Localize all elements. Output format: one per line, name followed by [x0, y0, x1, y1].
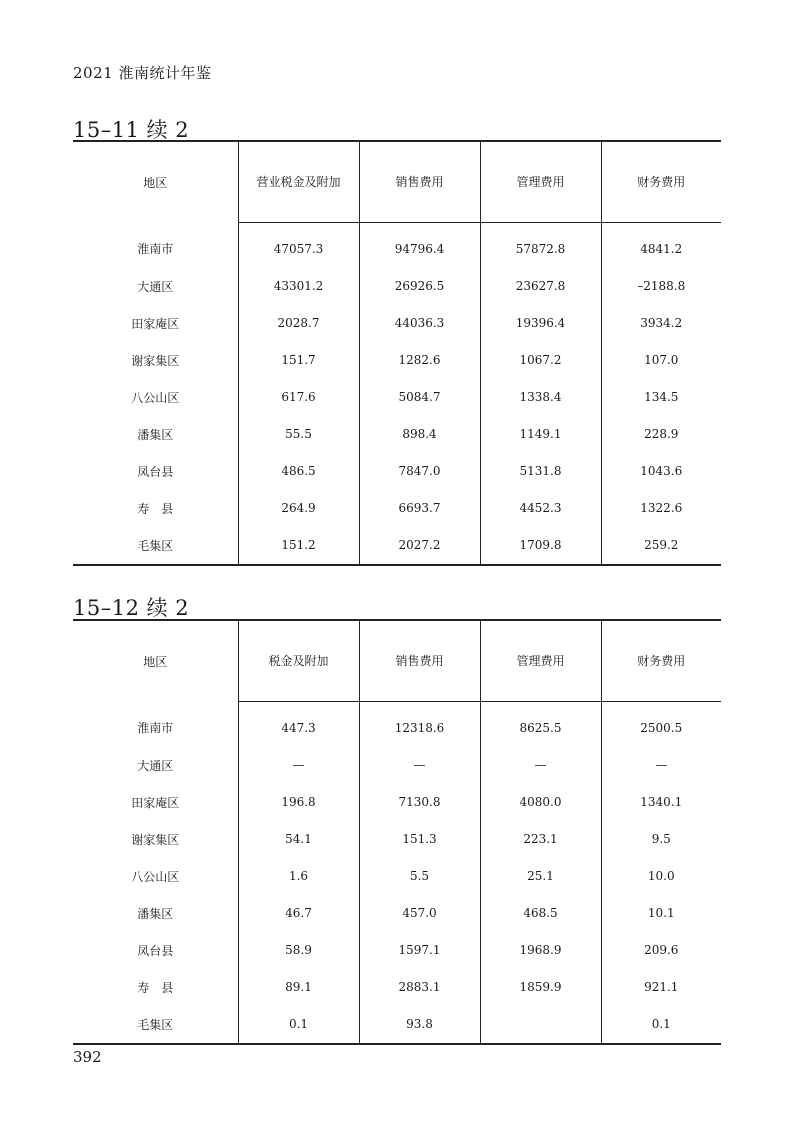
value-cell: —	[359, 747, 480, 784]
column-header-region: 地区	[73, 141, 238, 222]
value-cell: 3934.2	[601, 305, 721, 342]
region-cell: 潘集区	[137, 906, 174, 921]
value-cell: 1859.9	[480, 969, 601, 1006]
value-cell: 9.5	[601, 821, 721, 858]
value-cell: —	[601, 747, 721, 784]
region-cell: 毛集区	[73, 1006, 238, 1044]
value-cell: 1597.1	[359, 932, 480, 969]
value-cell: 151.3	[359, 821, 480, 858]
value-cell: 921.1	[601, 969, 721, 1006]
table-row	[73, 747, 721, 784]
table-body	[73, 701, 721, 1044]
region-cell: 潘集区	[137, 427, 174, 442]
value-cell: 447.3	[238, 701, 359, 747]
value-cell: 46.7	[238, 895, 359, 932]
value-cell: 0.1	[601, 1006, 721, 1044]
value-cell: 23627.8	[480, 268, 601, 305]
value-cell: 2027.2	[359, 527, 480, 565]
table-row	[73, 784, 721, 821]
table-row	[73, 932, 721, 969]
value-cell: —	[238, 747, 359, 784]
value-cell: 1043.6	[601, 453, 721, 490]
column-header-financial-expenses: 财务费用	[601, 141, 721, 222]
table-row	[73, 895, 721, 932]
column-header-business-tax: 营业税金及附加	[238, 141, 359, 222]
table-row	[73, 268, 721, 305]
value-cell: 55.5	[238, 416, 359, 453]
column-header-financial-expenses: 财务费用	[601, 620, 721, 701]
table-row	[73, 222, 721, 268]
value-cell: 1067.2	[480, 342, 601, 379]
value-cell: 89.1	[238, 969, 359, 1006]
table-row	[73, 527, 721, 565]
value-cell: 10.0	[601, 858, 721, 895]
table-15-12-title: 15–12 续 2	[73, 596, 190, 620]
table-15-12	[73, 619, 721, 1045]
column-header-sales-expenses: 销售费用	[359, 620, 480, 701]
value-cell: 107.0	[601, 342, 721, 379]
value-cell: 898.4	[359, 416, 480, 453]
value-cell: 43301.2	[238, 268, 359, 305]
region-cell: 大通区	[137, 758, 174, 773]
value-cell	[480, 1006, 601, 1044]
value-cell: 7130.8	[359, 784, 480, 821]
column-header-sales-expenses: 销售费用	[359, 141, 480, 222]
table-row	[73, 821, 721, 858]
value-cell: 5084.7	[359, 379, 480, 416]
table-15-11	[73, 140, 721, 566]
region-cell: 大通区	[137, 279, 174, 294]
table-body	[73, 222, 721, 565]
value-cell: 228.9	[601, 416, 721, 453]
value-cell: 54.1	[238, 821, 359, 858]
column-header-admin-expenses: 管理费用	[480, 620, 601, 701]
value-cell: 10.1	[601, 895, 721, 932]
region-cell: 寿 县	[137, 980, 174, 995]
region-cell: 凤台县	[137, 943, 174, 958]
value-cell: 7847.0	[359, 453, 480, 490]
value-cell: 2500.5	[601, 701, 721, 747]
table-header-row	[73, 620, 721, 701]
value-cell: –2188.8	[601, 268, 721, 305]
value-cell: 4080.0	[480, 784, 601, 821]
region-cell: 寿 县	[137, 501, 174, 516]
value-cell: —	[480, 747, 601, 784]
value-cell: 617.6	[238, 379, 359, 416]
value-cell: 2028.7	[238, 305, 359, 342]
value-cell: 1282.6	[359, 342, 480, 379]
table-row	[73, 342, 721, 379]
column-header-region: 地区	[73, 620, 238, 701]
value-cell: 134.5	[601, 379, 721, 416]
value-cell: 209.6	[601, 932, 721, 969]
column-header-taxes-surcharges: 税金及附加	[238, 620, 359, 701]
value-cell: 93.8	[359, 1006, 480, 1044]
value-cell: 58.9	[238, 932, 359, 969]
value-cell: 2883.1	[359, 969, 480, 1006]
table-row	[73, 858, 721, 895]
value-cell: 264.9	[238, 490, 359, 527]
table-row	[73, 490, 721, 527]
value-cell: 26926.5	[359, 268, 480, 305]
value-cell: 1968.9	[480, 932, 601, 969]
value-cell: 6693.7	[359, 490, 480, 527]
value-cell: 5131.8	[480, 453, 601, 490]
table-row	[73, 379, 721, 416]
region-cell: 八公山区	[131, 390, 180, 405]
value-cell: 151.7	[238, 342, 359, 379]
value-cell: 4841.2	[601, 222, 721, 268]
value-cell: 0.1	[238, 1006, 359, 1044]
region-cell: 谢家集区	[131, 353, 180, 368]
value-cell: 468.5	[480, 895, 601, 932]
value-cell: 457.0	[359, 895, 480, 932]
value-cell: 94796.4	[359, 222, 480, 268]
value-cell: 1149.1	[480, 416, 601, 453]
value-cell: 1709.8	[480, 527, 601, 565]
value-cell: 1322.6	[601, 490, 721, 527]
value-cell: 1.6	[238, 858, 359, 895]
value-cell: 25.1	[480, 858, 601, 895]
region-cell: 田家庵区	[131, 316, 180, 331]
value-cell: 8625.5	[480, 701, 601, 747]
value-cell: 151.2	[238, 527, 359, 565]
region-cell: 田家庵区	[131, 795, 180, 810]
value-cell: 259.2	[601, 527, 721, 565]
value-cell: 5.5	[359, 858, 480, 895]
table-row	[73, 416, 721, 453]
table-15-11-title: 15–11 续 2	[73, 118, 190, 142]
value-cell: 4452.3	[480, 490, 601, 527]
region-cell: 淮南市	[137, 242, 174, 257]
page-number: 392	[73, 1048, 102, 1066]
value-cell: 19396.4	[480, 305, 601, 342]
region-cell: 谢家集区	[131, 832, 180, 847]
value-cell: 486.5	[238, 453, 359, 490]
value-cell: 223.1	[480, 821, 601, 858]
value-cell: 196.8	[238, 784, 359, 821]
table-row	[73, 453, 721, 490]
value-cell: 12318.6	[359, 701, 480, 747]
value-cell: 57872.8	[480, 222, 601, 268]
table-row	[73, 969, 721, 1006]
value-cell: 1340.1	[601, 784, 721, 821]
table-header-row	[73, 141, 721, 222]
table-row	[73, 305, 721, 342]
region-cell: 毛集区	[73, 527, 238, 565]
table-row	[73, 1006, 721, 1044]
value-cell: 47057.3	[238, 222, 359, 268]
region-cell: 淮南市	[137, 721, 174, 736]
column-header-admin-expenses: 管理费用	[480, 141, 601, 222]
region-cell: 八公山区	[131, 869, 180, 884]
table-row	[73, 701, 721, 747]
running-head: 2021 淮南统计年鉴	[73, 64, 212, 82]
region-cell: 凤台县	[137, 464, 174, 479]
value-cell: 1338.4	[480, 379, 601, 416]
value-cell: 44036.3	[359, 305, 480, 342]
